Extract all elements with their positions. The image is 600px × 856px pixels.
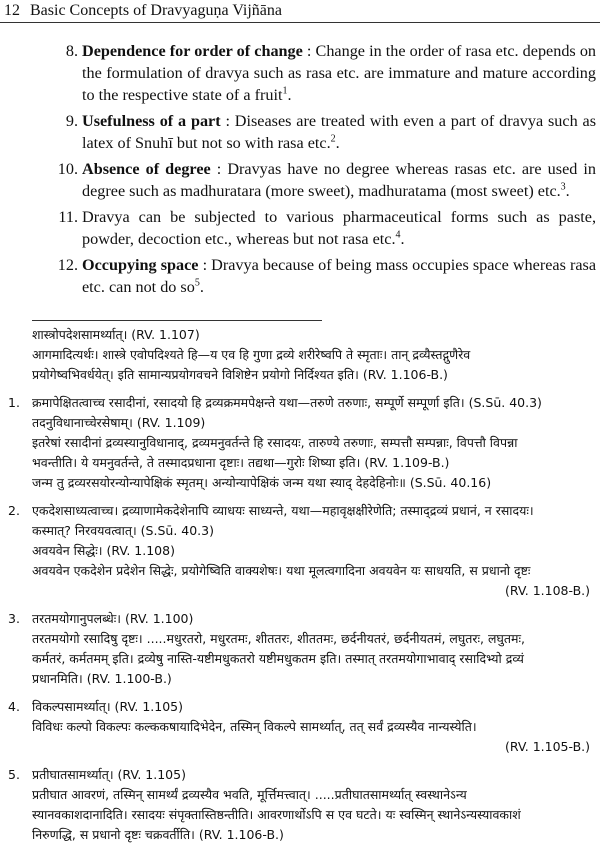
footnote-line: [0, 649, 600, 669]
footnote-text: विकल्पसामर्थ्यात्। (RV. 1.105): [32, 699, 183, 714]
point-number: 8.: [65, 42, 78, 60]
footnote-line: [0, 609, 600, 629]
point-number: 12.: [57, 256, 78, 274]
footnote-line: [0, 541, 600, 561]
footnote-text: प्रतीघात आवरणं, तस्मिन् सामर्थ्यं द्रव्यस्यैव भवति, मूर्त्तिमत्त्वात्। .....प्रतीघातसामर्थ्यात् स्वस्थानेऽन्य: [32, 787, 467, 802]
footnote-marker: 3: [560, 181, 566, 193]
footnote-line: [0, 561, 600, 581]
footnote-line: [0, 581, 600, 601]
footnote-text: प्रधानमिति। (RV. 1.100-B.): [32, 671, 172, 686]
point-item: [0, 254, 600, 298]
footnote-text: कस्मात्? निरवयवत्वात्। (S.Sū. 40.3): [32, 523, 214, 538]
footnote-line: [0, 473, 600, 493]
point-text: : Diseases are treated with even a part of dravya such as latex of Snuhī but not so with rasa etc.: [82, 112, 596, 152]
footnote-marker: 4: [395, 229, 401, 241]
note-gap: [0, 493, 600, 501]
footnote-text: निरुणद्धि, स प्रधानो दृष्टः चक्रवर्तीति। (RV. 1.106-B.): [32, 827, 284, 842]
footnote-line: [0, 717, 600, 737]
point-text: : Change in the order of rasa etc. depends on the formulation of dravya such as rasa etc. are immature and mature according to the respective state of a fruit: [82, 42, 597, 104]
point-end: .: [565, 182, 570, 200]
footnote-number: 1.: [8, 395, 20, 410]
numbered-points: [0, 40, 600, 302]
footnote-text: एकदेशसाध्यत्वाच्च। द्रव्याणामेकदेशेनापि व्याधयः साध्यन्ते, यथा—महावृक्षक्षीरेणेति; तस्माद्द्रव्यं प्रधानं, न रसादयः।: [32, 503, 534, 518]
point-item: [0, 40, 600, 106]
footnote-text: इतरेषां रसादीनां द्रव्यस्यानुविधानाद्, द्रव्यमनुवर्तन्ते हि रसादयः, तारुण्ये तरुणाः, सम्पत्तौ सम्पन्नाः, विपत्तौ विपन्ना: [32, 435, 518, 450]
footnote-text: कर्मतरं, कर्मतमम् इति। द्रव्येषु नास्ति-यष्टीमधुकतरो यष्टीमधुकतम इति। तस्मात् तरतमयोगाभावाद् रसादिभ्यो द्रव्यं: [32, 651, 524, 666]
page-number: 12: [4, 2, 20, 19]
footnote-line: [0, 433, 600, 453]
footnote-text: तरतमयोगानुपलब्धेः। (RV. 1.100): [32, 611, 194, 626]
footnote-line: [0, 413, 600, 433]
point-item: [0, 206, 600, 250]
point-end: .: [335, 134, 340, 152]
footnote-text: प्रतीघातसामर्थ्यात्। (RV. 1.105): [32, 767, 186, 782]
note-gap: [0, 601, 600, 609]
footnote-line: [0, 805, 600, 825]
point-text: : Dravyas have no degree whereas rasas etc. are used in degree such as madhuratara (more sweet), madhuratama (most sweet) etc.: [82, 160, 597, 200]
footnote-number: 3.: [8, 611, 20, 626]
point-heading: Occupying space: [82, 256, 199, 274]
point-item: [0, 158, 600, 202]
footnote-text: स्यानवकाशदानादिति। रसादयः संपृक्तास्तिष्ठन्तीति। आवरणार्थोऽपि स एव घटते। यः स्वस्मिन् स्थानेऽन्यस्यावकाशं: [32, 807, 521, 822]
page-header: [0, 0, 600, 22]
footnotes: [0, 325, 600, 845]
note-gap: [0, 689, 600, 697]
footnote-line: [0, 697, 600, 717]
footnote-text: प्रयोगेष्वभिवर्धयेत्। इति सामान्यप्रयोगवचने विशिष्टेन प्रयोगो निर्दिश्यत इति। (RV. 1.106-B.): [32, 367, 448, 382]
footnote-line: [0, 501, 600, 521]
point-number: 10.: [57, 160, 78, 178]
footnote-marker: 1: [282, 85, 288, 97]
footnote-text: विविधः कल्पो विकल्पः कल्ककषायादिभेदेन, तस्मिन् विकल्पे सामर्थ्यात्, तत् सर्वं द्रव्यस्यैव नान्यस्येति।: [32, 719, 477, 734]
footnote-text: तदनुविधानाच्चेरसेषाम्। (RV. 1.109): [32, 415, 206, 430]
point-end: .: [199, 278, 204, 296]
point-number: 11.: [58, 208, 78, 226]
footnote-number: 4.: [8, 699, 20, 714]
footnote-text: आगमादित्यर्थः। शास्त्रे एवोपदिश्यते हि—य एव हि गुणा द्रव्ये शरीरेष्वपि ते स्मृताः। तान् द्रव्यैस्तद्गुणैरेव: [32, 347, 471, 362]
footnote-line: [0, 785, 600, 805]
note-gap: [0, 757, 600, 765]
footnote-line: [0, 737, 600, 757]
footnote-line: [0, 453, 600, 473]
footnote-text: जन्म तु द्रव्यरसयोरन्योन्यापेक्षिकं स्मृतम्। अन्योन्यापेक्षिकं जन्म यथा स्याद् देहदेहिनोः॥ (S.Sū. 40.16): [32, 475, 492, 490]
footnote-text: (RV. 1.108-B.): [504, 583, 590, 598]
point-text: : Dravya because of being mass occupies space whereas rasa etc. can not do so: [82, 256, 597, 296]
footnote-text: अवयवेन एकदेशेन प्रदेशेन सिद्धेः, प्रयोगेष्विति वाक्यशेषः। यथा मूलत्वगादिना अवयवेन यः साधयति, स प्रधानो दृष्टः: [32, 563, 531, 578]
point-text: Dravya can be subjected to various pharmaceutical forms such as paste, powder, decoction etc., whereas but not rasa etc.: [82, 208, 596, 248]
footnote-line: [0, 521, 600, 541]
footnote-text: तरतमयोगो रसादिषु दृष्टः। .....मधुरतरो, मधुरतमः, शीततरः, शीततमः, छर्दनीयतरं, छर्दनीयतमं, लघुतरः, लघुतमः,: [32, 631, 525, 646]
footnote-line: [0, 365, 600, 385]
footnote-text: शास्त्रोपदेशसामर्थ्यात्। (RV. 1.107): [32, 327, 200, 342]
footnote-text: क्रमापेक्षितत्वाच्च रसादीनां, रसादयो हि द्रव्यक्रममपेक्षन्ते यथा—तरुणे तरुणाः, सम्पूर्णे सम्पूर्णा इति। (S.Sū. 40.3): [32, 395, 542, 410]
footnote-rule: [32, 320, 322, 321]
footnote-line: [0, 325, 600, 345]
footnote-line: [0, 629, 600, 649]
point-heading: Usefulness of a part: [82, 112, 221, 130]
point-end: .: [287, 86, 292, 104]
point-heading: Dependence for order of change: [82, 42, 303, 60]
footnote-marker: 2: [330, 133, 336, 145]
footnote-text: भवन्तीति। ये यमनुवर्तन्ते, ते तस्मादप्रधाना दृष्टाः। तद्यथा—गुरोः शिष्या इति। (RV. 1.109-B.): [32, 455, 450, 470]
header-rule: [0, 22, 600, 23]
point-end: .: [400, 230, 405, 248]
running-title: Basic Concepts of Dravyaguṇa Vijñāna: [30, 2, 283, 19]
footnote-text: अवयवेन सिद्धेः। (RV. 1.108): [32, 543, 175, 558]
point-number: 9.: [65, 112, 78, 130]
footnote-line: [0, 765, 600, 785]
footnote-number: 2.: [8, 503, 20, 518]
point-item: [0, 110, 600, 154]
footnote-line: [0, 825, 600, 845]
footnote-text: (RV. 1.105-B.): [504, 739, 590, 754]
footnote-line: [0, 669, 600, 689]
footnote-line: [0, 345, 600, 365]
note-gap: [0, 385, 600, 393]
point-heading: Absence of degree: [82, 160, 211, 178]
footnote-line: [0, 393, 600, 413]
footnote-marker: 5: [194, 277, 200, 289]
footnote-number: 5.: [8, 767, 20, 782]
